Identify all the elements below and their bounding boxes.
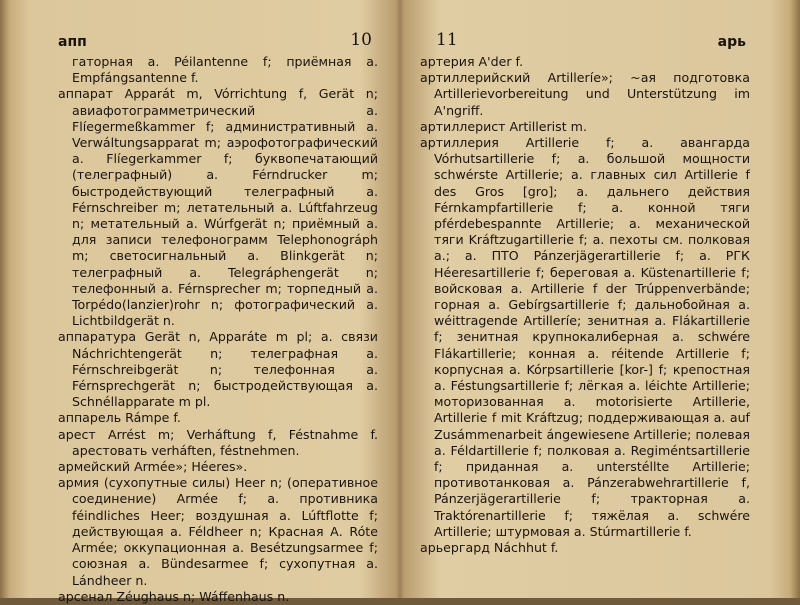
- dictionary-entry: гаторная а. Péilantenne f; приёмная а. Empfángsantenne f.: [72, 54, 378, 86]
- dictionary-entry: армия (сухопутные силы) Heer n; (оперативное соединение) Arméе f; а. противника féindliches Heer; воздушная а. Lúftflotte f; действующая а. Féldheer n; Красная А. Róte Arméе; оккупационная а. Besétzungsarmee f; союзная а. Bündesarmee f; сухопутная а. Lándheer n.: [58, 475, 378, 588]
- left-page-number: 10: [350, 30, 372, 50]
- dictionary-entry: аппарель Rámpe f.: [58, 410, 181, 426]
- right-running-head: арь: [717, 34, 746, 50]
- dictionary-entry: артиллерист Artillerist m.: [420, 118, 587, 134]
- dictionary-entry: арсенал Zéughaus n; Wáffenhaus n.: [58, 588, 290, 604]
- dictionary-entry: аппаратура Gerät n, Apparáte m pl; а. связи Náchrichtengerät n; телеграфная а. Férnschreibgerät n; телефонная а. Férnsprechgerät n; быстродействующая а. Schnéllapparate m pl.: [58, 329, 378, 410]
- dictionary-entry: артерия A'der f.: [420, 54, 524, 69]
- left-page-header: [58, 30, 378, 54]
- dictionary-entry: армейский Arméе»; Héeres».: [58, 459, 248, 475]
- dictionary-entry: арест Arrést m; Verháftung f, Féstnahme f. арестовать verháften, féstnehmen.: [58, 426, 378, 458]
- dictionary-entry: аппарат Apparát m, Vórrichtung f, Gerät n; авиафотограмметрический а. Flíegermeßkammer f; административный а. Verwáltungsapparat m; аэрофотографический а. Flíegerkammer f; буквопечатающий (телеграфный) а. Férndrucker m; быстродействующий телеграфный а. Férnschreiber m; летательный а. Lúftfahrzeug n; метательный а. Wúrfgerät n; приёмный а. для записи телефонограмм Telephonográph m; светосигнальный а. Blinkgerät n; телеграфный а. Telegráphengerät n; телефонный а. Férnsprecher m; торпедный а. Torpédo(lanzier)rohr n; фотографический а. Lichtbildgerät n.: [58, 86, 378, 329]
- left-entries: [58, 54, 378, 605]
- right-page-header: [420, 30, 750, 54]
- dictionary-entry: арьергард Náchhut f.: [420, 540, 559, 556]
- right-page-number: 11: [436, 30, 458, 50]
- right-page: [420, 30, 750, 590]
- left-page: [58, 30, 378, 604]
- dictionary-entry: артиллерийский Artilleríe»; ~ая подготовка Artillerievorbereitung und Unterstützung im A'ngriff.: [420, 70, 750, 118]
- right-entries: [420, 54, 750, 556]
- dictionary-entry: артиллерия Artillerie f; а. авангарда Vórhutsartillerie f; а. большой мощности schwérste Artillerie; а. главных сил Artillerie f des Gros [gro]; а. дальнего действия Férnkampfartillerie f; а. конной тяги pférdebespannte Artillerie; а. механической тяги Kráftzugartillerie f; а. пехоты см. полковая а.; а. ПТО Pánzerjägerartillerie f; а. РГК Héeresartillerie f; береговая а. Küstenartillerie f; войсковая а. Artillerie f der Trúppenverbände; горная а. Gebírgsartillerie f; дальнобойная а. wéittragende Artilleríe; зенитная а. Flákartillerie f; зенитная крупнокалиберная а. schwére Flákartillerie; конная а. réitende Artillerie f; корпусная а. Kórpsartillerie [kor-] f; крепостная а. Féstungsartillerie f; лёгкая а. léichte Artillerie; моторизованная а. motorisierte Artillerie, Artillerie f mit Kráftzug; поддерживающая а. auf Zusámmenarbeit ángewiesene Artillerie; полевая а. Féldartillerie f; полковая а. Regiméntsartillerie f; приданная а. unterstéllte Artillerie; противотанковая а. Pánzerabwehrartillerie f, Pánzerjägerartillerie f; тракторная а. Traktórenartillerie f; тяжёлая а. schwére Artillerie; штурмовая а. Stúrmartillerie f.: [420, 135, 750, 539]
- left-running-head: апп: [58, 34, 87, 50]
